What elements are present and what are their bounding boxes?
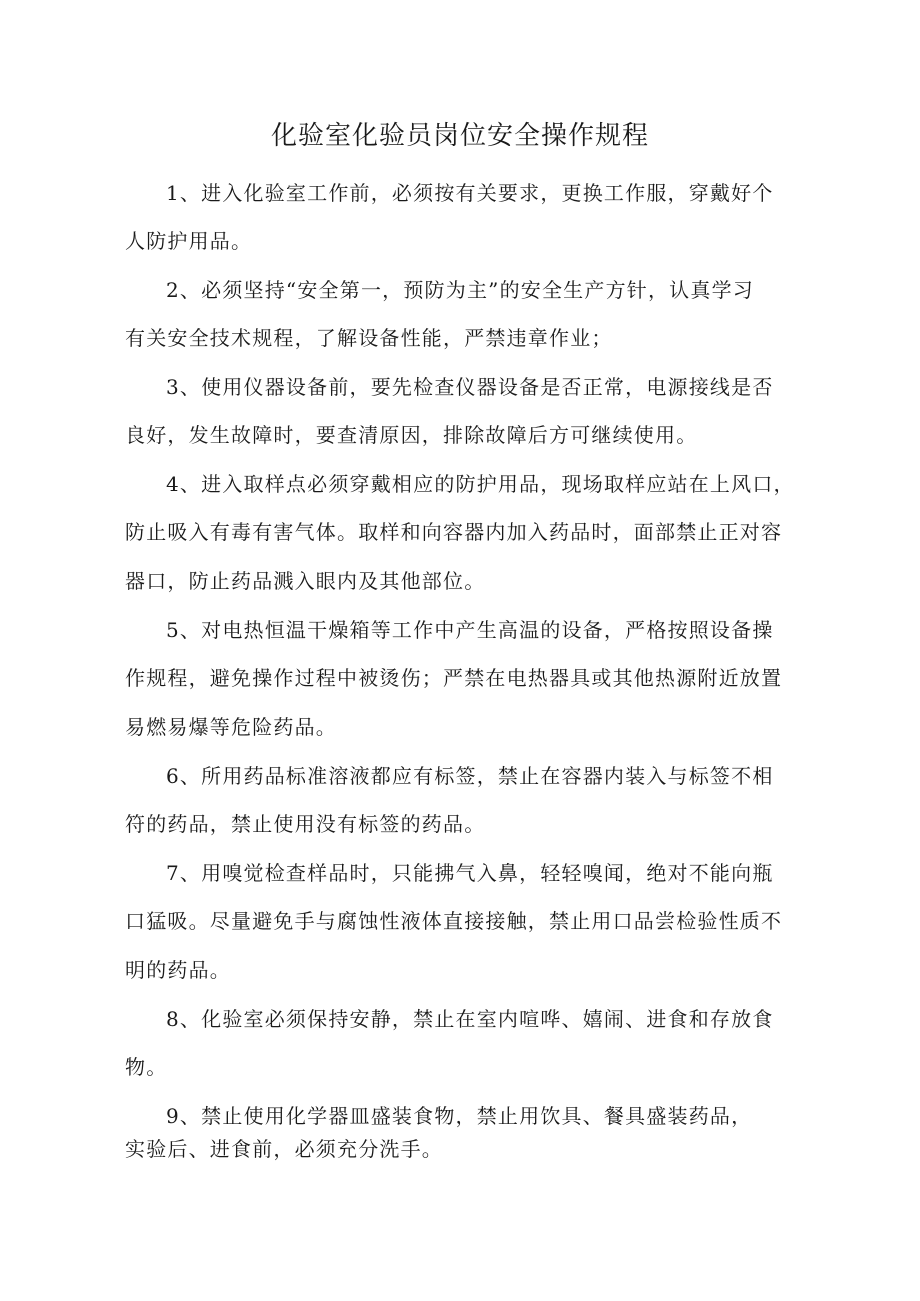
- paragraph-9-line-1: 9、禁止使用化学器皿盛装食物，禁止用饮具、餐具盛装药品，: [166, 1104, 753, 1128]
- paragraph-1-line-1: 1、进入化验室工作前，必须按有关要求，更换工作服，穿戴好个: [166, 181, 774, 205]
- paragraph-2-line-1: 2、必须坚持“安全第一，预防为主”的安全生产方针，认真学习: [166, 278, 754, 302]
- paragraph-1-line-2: 人防护用品。: [125, 229, 253, 253]
- paragraph-7-line-1: 7、用嗅觉检查样品时，只能拂气入鼻，轻轻嗅闻，绝对不能向瓶: [166, 861, 774, 885]
- paragraph-4-line-3: 器口，防止药品溅入眼内及其他部位。: [125, 569, 486, 593]
- paragraph-5-line-1: 5、对电热恒温干燥箱等工作中产生高温的设备，严格按照设备操: [166, 618, 774, 642]
- paragraph-6-line-1: 6、所用药品标准溶液都应有标签，禁止在容器内装入与标签不相: [166, 764, 774, 788]
- paragraph-7-line-3: 明的药品。: [125, 958, 231, 982]
- paragraph-7-line-2: 口猛吸。尽量避免手与腐蚀性液体直接接触，禁止用口品尝检验性质不: [125, 909, 783, 933]
- paragraph-8-line-1: 8、化验室必须保持安静，禁止在室内喧哗、嬉闹、进食和存放食: [166, 1007, 774, 1031]
- paragraph-4-line-2: 防止吸入有毒有害气体。取样和向容器内加入药品时，面部禁止正对容: [125, 520, 783, 544]
- paragraph-2-line-2: 有关安全技术规程，了解设备性能，严禁违章作业；: [125, 326, 613, 350]
- paragraph-8-line-2: 物。: [125, 1055, 168, 1079]
- document-title: 化验室化验员岗位安全操作规程: [270, 121, 649, 151]
- paragraph-3-line-2: 良好，发生故障时，要查清原因，排除故障后方可继续使用。: [125, 423, 698, 447]
- paragraph-6-line-2: 符的药品，禁止使用没有标签的药品。: [125, 812, 486, 836]
- paragraph-5-line-2: 作规程，避免操作过程中被烫伤；严禁在电热器具或其他热源附近放置: [125, 666, 783, 690]
- paragraph-4-line-1: 4、进入取样点必须穿戴相应的防护用品，现场取样应站在上风口，: [166, 472, 795, 496]
- paragraph-9-line-2: 实验后、进食前，必须充分洗手。: [125, 1137, 443, 1161]
- paragraph-5-line-3: 易燃易爆等危险药品。: [125, 715, 337, 739]
- paragraph-3-line-1: 3、使用仪器设备前，要先检查仪器设备是否正常，电源接线是否: [166, 375, 774, 399]
